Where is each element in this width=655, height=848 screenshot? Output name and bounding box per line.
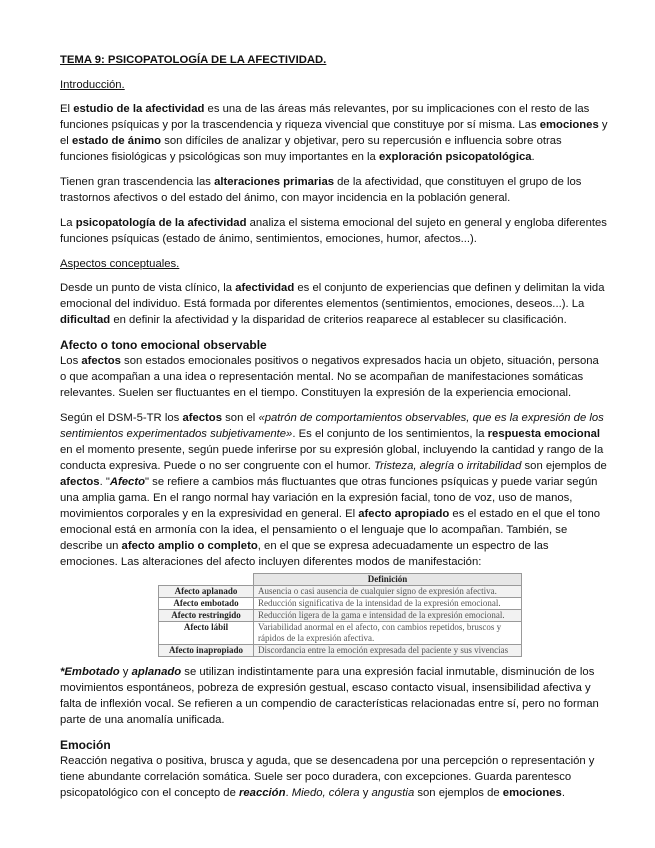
table-row — [159, 598, 522, 610]
table-cell-definition: Reducción significativa de la intensidad de la expresión emocional. — [254, 598, 522, 610]
affect-paragraph-1: Los afectos son estados emocionales positivos o negativos expresados hacia un objeto, situación, persona o que acompañan a una idea o representación mental. No se acompañan de manifestaciones somáticas relevantes. Suelen ser fluctuantes en el tiempo. Constituyen la expresión de la experiencia emocional. — [60, 355, 599, 399]
intro-paragraph-2: Tienen gran trascendencia las alteraciones primarias de la afectividad, que constituyen el grupo de los trastornos afectivos o del estado del ánimo, con mayor incidencia en la población general. — [60, 176, 582, 204]
table-header-definition: Definición — [254, 574, 522, 586]
table-cell-name: Afecto inapropiado — [159, 645, 254, 657]
affect-heading: Afecto o tono emocional observable — [60, 338, 267, 352]
affect-paragraph-2: Según el DSM-5-TR los afectos son el «patrón de comportamientos observables, que es la expresión de los sentimientos experimentados subjetivamente». Es el conjunto de los sentimientos, la respuesta emocional en el momento presente, según puede inferirse por su expresión global, incluyendo la cantidad y rango de la conducta expresiva. Puede o no ser congruente con el humor. Tristeza, alegría o irritabilidad son ejemplos de afectos. "Afecto" se refiere a cambios más fluctuantes que otras funciones psíquicas y puede variar según una amplia gama. En el rango normal hay variación en la expresión facial, tono de voz, uso de manos, movimientos corporales y en la expresividad en general. El afecto apropiado es el estado en el que el tono emocional está en armonía con la idea, el pensamiento o el lenguaje que lo acompañan. También, se describe un afecto amplio o completo, en el que se expresa adecuadamente un espectro de las emociones. Las alteraciones del afecto incluyen diferentes modos de manifestación: — [60, 412, 607, 568]
intro-paragraph-3: La psicopatología de la afectividad analiza el sistema emocional del sujeto en general y engloba diferentes funciones psíquicas (estado de ánimo, sentimientos, emociones, humor, afectos...). — [60, 217, 607, 245]
table-header-row — [159, 574, 522, 586]
table-cell-definition: Discordancia entre la emoción expresada del paciente y sus vivencias — [254, 645, 522, 657]
table-row — [159, 610, 522, 622]
intro-paragraph-1: El estudio de la afectividad es una de las áreas más relevantes, por su implicaciones con el resto de las funciones psíquicas y por la trascendencia y riqueza vivencial que constituye por sí misma. Las emociones y el estado de ánimo son difíciles de analizar y objetivar, pero su repercusión e influencia sobre otras funciones fisiológicas y psicológicas son muy importantes en la exploración psicopatológica. — [60, 103, 608, 163]
emotion-paragraph: Reacción negativa o positiva, brusca y aguda, que se desencadena por una percepción o representación y tiene abundante correlación somática. Suele ser poco duradera, con excepciones. Guarda parentesco psicopatológico con el concepto de reacción. Miedo, cólera y angustia son ejemplos de emociones. — [60, 755, 595, 799]
emotion-heading: Emoción — [60, 738, 111, 752]
table-cell-definition: Reducción ligera de la gama e intensidad de la expresión emocional. — [254, 610, 522, 622]
table-row — [159, 622, 522, 645]
document-page — [60, 52, 608, 801]
table-cell-definition: Variabilidad anormal en el afecto, con cambios repetidos, bruscos y rápidos de la expresión afectiva. — [254, 622, 522, 645]
table-cell-definition: Ausencia o casi ausencia de cualquier signo de expresión afectiva. — [254, 586, 522, 598]
table-cell-name: Afecto embotado — [159, 598, 254, 610]
introduction-heading: Introducción. — [60, 79, 125, 91]
table-row — [159, 586, 522, 598]
document-title: TEMA 9: PSICOPATOLOGÍA DE LA AFECTIVIDAD. — [60, 54, 327, 66]
table-cell-name: Afecto lábil — [159, 622, 254, 645]
table-cell-name: Afecto restringido — [159, 610, 254, 622]
affect-alterations-table — [158, 573, 522, 657]
aspects-paragraph: Desde un punto de vista clínico, la afectividad es el conjunto de experiencias que definen y delimitan la vida emocional del individuo. Está formada por diferentes elementos (sentimientos, emociones, deseos...). La dificultad en definir la afectividad y la disparidad de criterios reaparece al establecer su clasificación. — [60, 282, 605, 326]
table-cell-name: Afecto aplanado — [159, 586, 254, 598]
affect-note-paragraph: *Embotado y aplanado se utilizan indistintamente para una expresión facial inmutable, disminución de los movimientos espontáneos, pobreza de expresión gestual, escaso contacto visual, insensibilidad afectiva y falta de inflexión vocal. Se refieren a un compendio de características relacionadas entre sí, pero no forman parte de una anomalía unificada. — [60, 666, 599, 726]
table-row — [159, 645, 522, 657]
aspects-heading: Aspectos conceptuales. — [60, 258, 180, 270]
table-corner-cell — [159, 574, 254, 586]
